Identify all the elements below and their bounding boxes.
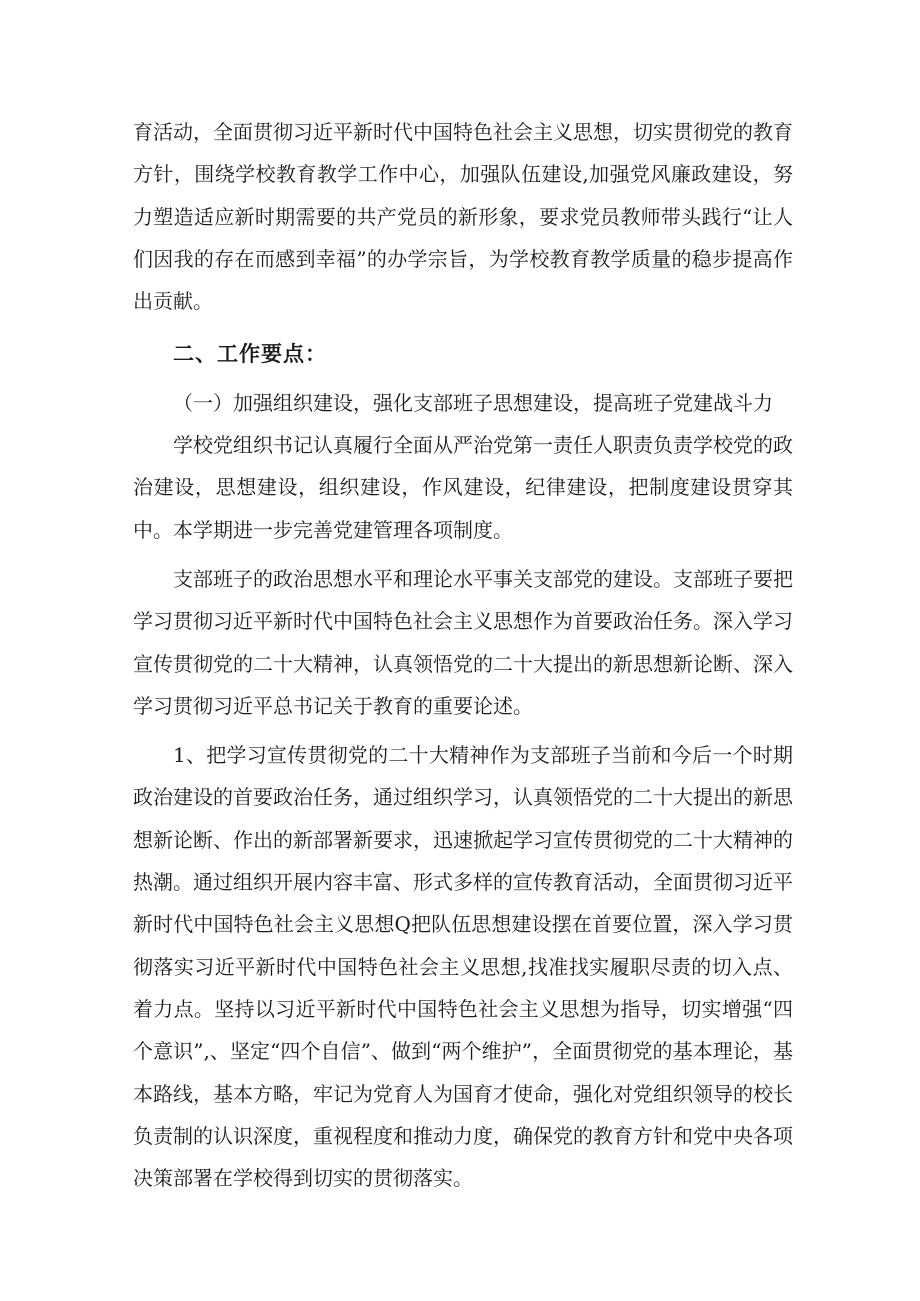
document-body [133, 111, 793, 1199]
paragraph: 学校党组织书记认真履行全面从严治党第一责任人职责负责学校党的政治建设，思想建设，组织建设，作风建设，纪律建设，把制度建设贯穿其中。本学期进一步完善党建管理各项制度。 [133, 433, 793, 542]
paragraph-continued: 育活动，全面贯彻习近平新时代中国特色社会主义思想，切实贯彻党的教育方针，围绕学校教育教学工作中心，加强队伍建设,加强党风廉政建设，努力塑造适应新时期需要的共产党员的新形象，要求党员教师带头践行“让人们因我的存在而感到幸福”的办学宗旨，为学校教育教学质量的稳步提高作出贡献。 [133, 120, 793, 314]
section-heading: 二、工作要点： [173, 342, 327, 367]
subsection-heading: （一）加强组织建设，强化支部班子思想建设，提高班子党建战斗力 [173, 390, 773, 415]
paragraph: 1、把学习宣传贯彻党的二十大精神作为支部班子当前和今后一个时期政治建设的首要政治任务，通过组织学习，认真领悟党的二十大提出的新思想新论断、作出的新部署新要求，迅速掀起学习宣传贯彻党的二十大精神的热潮。通过组织开展内容丰富、形式多样的宣传教育活动，全面贯彻习近平新时代中国特色社会主义思想Q把队伍思想建设摆在首要位置，深入学习贯彻落实习近平新时代中国特色社会主义思想,找准找实履职尽责的切入点、着力点。坚持以习近平新时代中国特色社会主义思想为指导，切实增强“四个意识”,、坚定“四个自信”、做到“两个维护”，全面贯彻党的基本理论，基本路线，基本方略，牢记为党育人为国育才使命，强化对党组织领导的校长负责制的认识深度，重视程度和推动力度，确保党的教育方针和党中央各项决策部署在学校得到切实的贯彻落实。 [133, 743, 793, 1191]
paragraph: 支部班子的政治思想水平和理论水平事关支部党的建设。支部班子要把学习贯彻习近平新时代中国特色社会主义思想作为首要政治任务。深入学习宣传贯彻党的二十大精神，认真领悟党的二十大提出的新思想新论断、深入学习贯彻习近平总书记关于教育的重要论述。 [133, 566, 793, 718]
